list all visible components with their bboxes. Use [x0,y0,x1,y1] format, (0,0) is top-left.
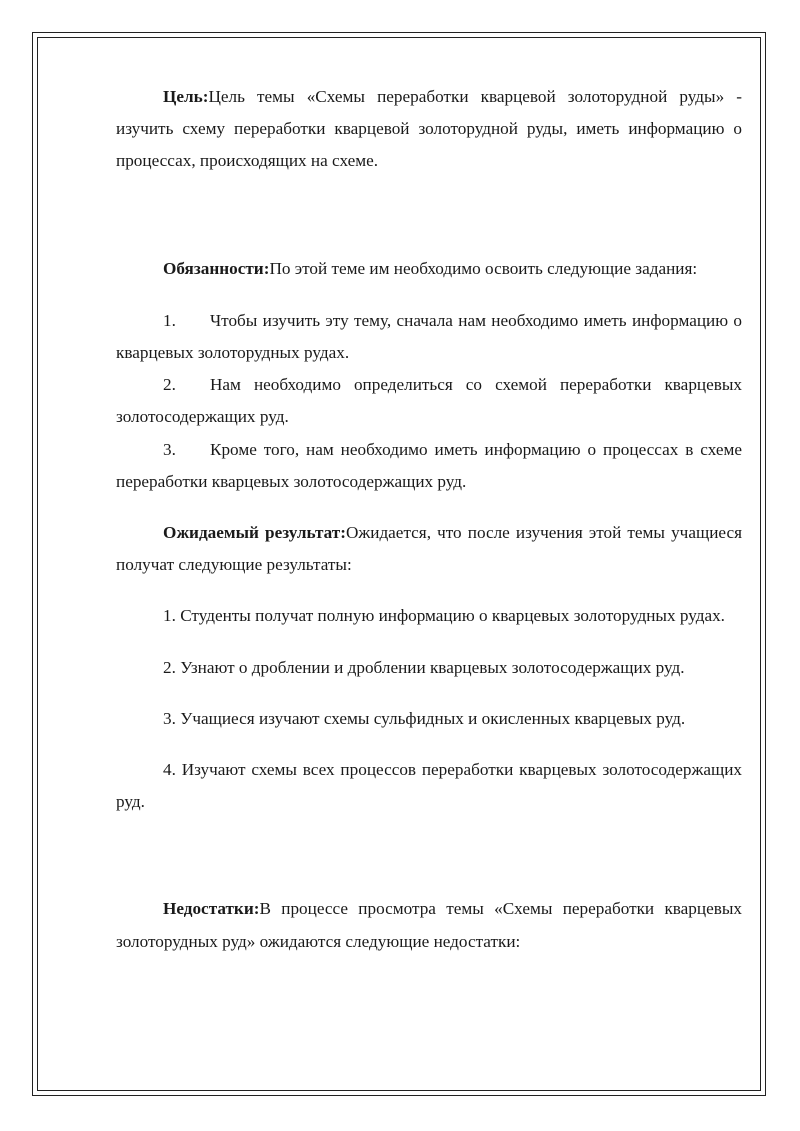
expected-paragraph [116,517,742,581]
list-item-text: Чтобы изучить эту тему, сначала нам необходимо иметь информацию о кварцевых золоторудных рудах. [116,310,742,363]
duties-list-item [116,434,742,498]
drawbacks-paragraph [116,893,742,957]
expected-label: Ожидаемый результат: [163,523,346,543]
list-item-number: 2. [163,375,176,395]
list-item-text: Кроме того, нам необходимо иметь информацию о процессах в схеме переработки кварцевых золотосодержащих руд. [116,439,742,491]
expected-list-item: 1. Студенты получат полную информацию о кварцевых золоторудных рудах. [163,606,725,626]
goal-text: Цель темы «Схемы переработки кварцевой золоторудной руды» - изучить схему переработки кварцевой золоторудной руды, иметь информацию о процессах, происходящих на схеме. [116,87,742,171]
duties-paragraph [116,253,742,285]
list-item-text: Нам необходимо определиться со схемой переработки кварцевых золотосодержащих руд. [116,375,742,427]
duties-list [116,305,742,498]
expected-text: Ожидается, что после изучения этой темы учащиеся получат следующие результаты: [116,523,742,575]
goal-paragraph [116,81,742,178]
list-item-number: 1. [163,310,176,330]
document-body [116,81,742,958]
duties-list-item [116,369,742,433]
duties-list-item [116,305,742,369]
expected-list-item: 3. Учащиеся изучают схемы сульфидных и окисленных кварцевых руд. [163,708,686,728]
list-item-number: 3. [163,439,176,459]
drawbacks-text: В процессе просмотра темы «Схемы переработки кварцевых золоторудных руд» ожидаются следующие недостатки: [116,899,742,951]
duties-text: По этой теме им необходимо освоить следующие задания: [269,258,698,278]
duties-label: Обязанности: [163,258,270,278]
expected-list-item: 4. Изучают схемы всех процессов переработки кварцевых золотосодержащих руд. [116,760,742,812]
drawbacks-label: Недостатки: [163,899,260,919]
goal-label: Цель: [163,87,209,106]
expected-list-item: 2. Узнают о дроблении и дроблении кварцевых золотосодержащих руд. [163,657,685,677]
